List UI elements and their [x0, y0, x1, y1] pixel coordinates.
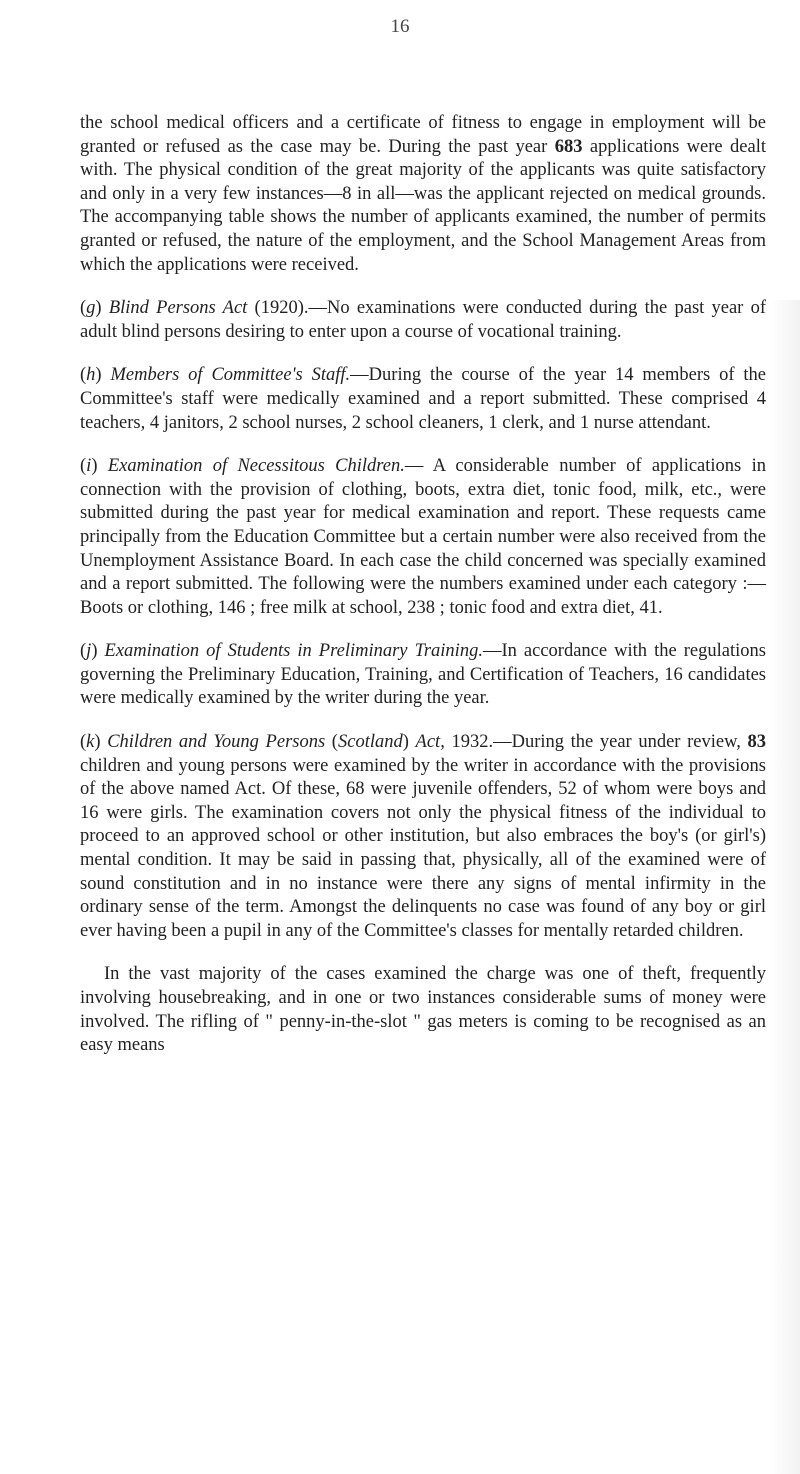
- paragraph-j-text: j: [86, 641, 92, 662]
- paragraph-h-text: h: [86, 365, 96, 386]
- paragraph-k-text: ): [94, 732, 108, 753]
- paragraph-h-text: (: [80, 365, 87, 386]
- paragraph-j-text: Examination of Students in Preliminary Training.: [104, 641, 483, 662]
- paragraph-intro: [80, 112, 766, 277]
- paragraph-k-text: 83: [747, 732, 767, 753]
- paragraph-theft: [80, 963, 766, 1057]
- paragraph-k-text: Scotland: [337, 732, 403, 753]
- paragraph-h: [80, 364, 766, 435]
- paragraph-theft-text: In the vast majority of the cases examined the charge was one of theft, frequently involving housebreaking, and in one or two instances considerable sums of money were involved. The rifling of " penny-in-the-slot " gas meters is coming to be recognised as an easy means: [80, 964, 766, 1056]
- paragraph-g-text: ): [95, 298, 109, 319]
- paragraph-j-text: —In accordance with the regulations governing the Preliminary Education, Training, and Certification of Teachers, 16 candidates were medically examined by the writer during the year.: [80, 641, 766, 709]
- paragraph-intro-text: the school medical officers and a certificate of fitness to engage in employment will be granted or refused as the case may be. During the past year: [80, 113, 766, 157]
- paragraph-g-text: (: [80, 298, 87, 319]
- paragraph-k-text: 1932.—During the year under review,: [444, 732, 748, 753]
- page-number: 16: [390, 16, 410, 37]
- page-edge-shadow: [770, 300, 800, 1474]
- paragraph-i-text: (: [80, 456, 87, 477]
- paragraph-k-text: (: [325, 732, 338, 753]
- paragraph-g-text: Blind Persons Act: [108, 298, 248, 319]
- paragraph-k-text: children and young persons were examined by the writer in accordance with the provisions of the above named Act. Of these, 68 were juvenile offenders, 52 of whom were boys and 16 were girls. The examination covers not only the physical fitness of the individual to proceed to an approved school or other institution, but also embraces the boy's (or girl's) mental condition. It may be said in passing that, physically, all of the examined were of sound constitution and in no instance were there any signs of mental infirmity in the ordinary sense of the term. Amongst the delinquents no case was found of any boy or girl ever having been a pupil in any of the Committee's classes for mentally retarded children.: [80, 755, 766, 941]
- paragraph-i-text: Examination of Necessitous Children.: [107, 456, 405, 477]
- paragraph-k-text: (: [80, 732, 87, 753]
- paragraph-k-text: k: [86, 732, 95, 753]
- paragraph-g-text: g: [86, 298, 96, 319]
- paragraph-g: [80, 297, 766, 344]
- paragraph-j-text: (: [80, 641, 87, 662]
- paragraph-h-text: Members of Committee's Staff.: [110, 365, 351, 386]
- report-body: [80, 112, 766, 1078]
- paragraph-k-text: Act,: [415, 732, 445, 753]
- paragraph-intro-text: 683: [554, 136, 583, 157]
- paragraph-j: [80, 640, 766, 711]
- paragraph-k: [80, 731, 766, 943]
- paragraph-i: [80, 455, 766, 620]
- paragraph-g-text: (1920).—No examinations were conducted during the past year of adult blind persons desiring to enter upon a course of vocational training.: [80, 298, 766, 342]
- paragraph-i-text: — A considerable number of applications in connection with the provision of clothing, boots, extra diet, tonic food, milk, etc., were submitted during the past year for medical examination and report. These requests came principally from the Education Committee but a certain number were also received from the Unemployment Assistance Board. In each case the child concerned was specially examined and a report submitted. The following were the numbers examined under each category :—Boots or clothing, 146 ; free milk at school, 238 ; tonic food and extra diet, 41.: [80, 456, 766, 618]
- paragraph-h-text: ): [95, 365, 111, 386]
- paragraph-k-text: ): [402, 732, 416, 753]
- paragraph-j-text: ): [91, 641, 105, 662]
- paragraph-k-text: Children and Young Persons: [107, 732, 326, 753]
- paragraph-h-text: —During the course of the year 14 members of the Committee's staff were medically examined and a report submitted. These comprised 4 teachers, 4 janitors, 2 school nurses, 2 school cleaners, 1 clerk, and 1 nurse attendant.: [80, 365, 766, 433]
- paragraph-intro-text: applications were dealt with. The physical condition of the great majority of the applicants was quite satisfactory and only in a very few instances—8 in all—was the applicant rejected on medical grounds. The accompanying table shows the number of applicants examined, the number of permits granted or refused, the nature of the employment, and the School Management Areas from which the applications were received.: [80, 136, 766, 275]
- paragraph-i-text: ): [91, 456, 108, 477]
- paragraph-i-text: i: [86, 456, 92, 477]
